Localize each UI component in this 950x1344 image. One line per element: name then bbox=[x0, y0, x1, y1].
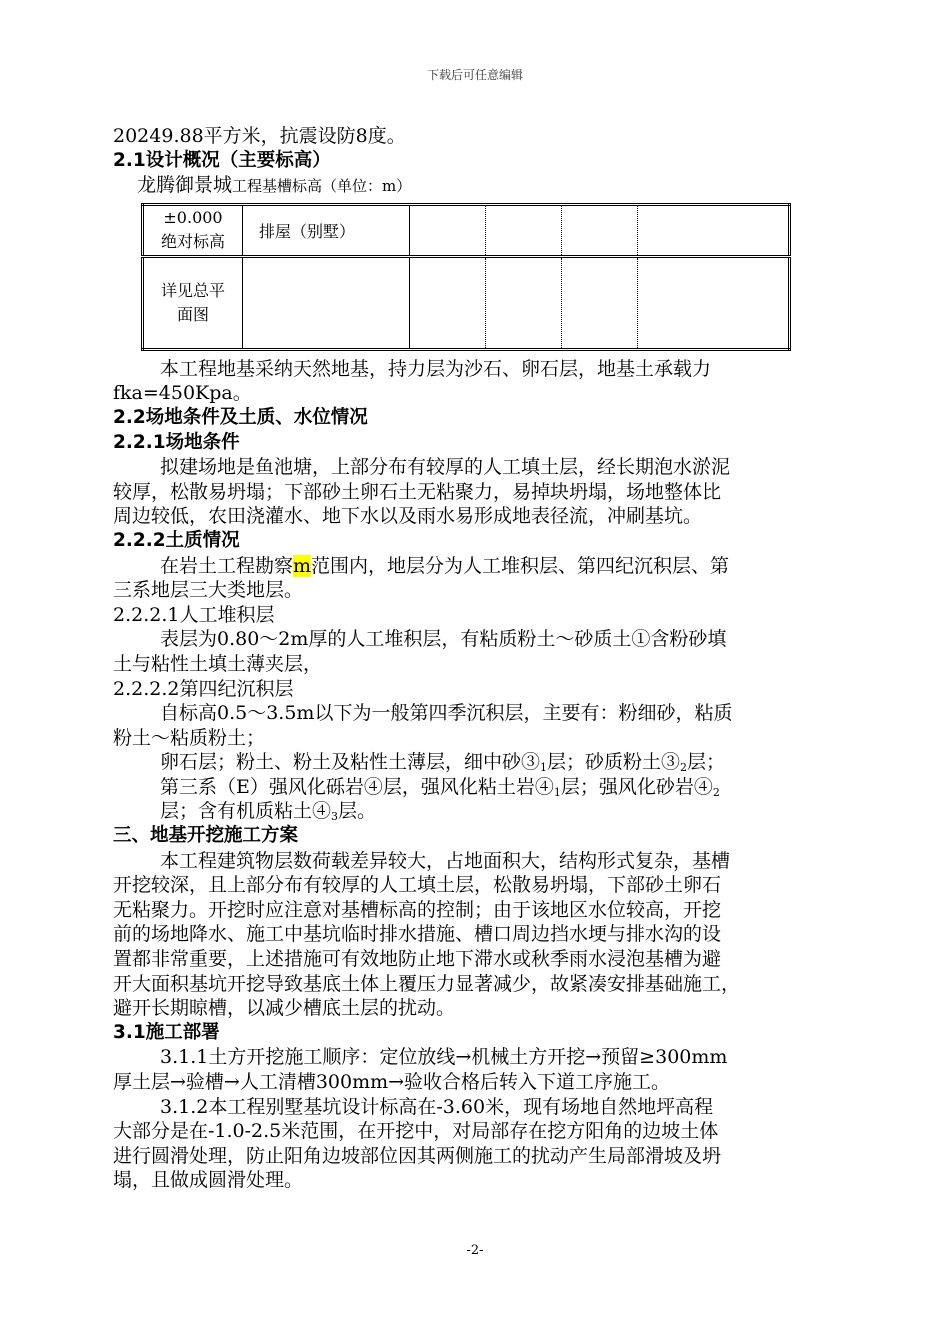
paragraph-line: 厚土层→验槽→人工清槽300mm→验收合格后转入下道工序施工。 bbox=[113, 1071, 671, 1093]
paragraph-line: 粉土～粘质粉土； bbox=[113, 726, 266, 749]
table-row bbox=[143, 204, 790, 256]
paragraph-line bbox=[113, 750, 843, 775]
table-row bbox=[143, 256, 790, 349]
paragraph-line: 周边较低，农田浇灌水、地下水以及雨水易形成地表径流，冲刷基坑。 bbox=[113, 505, 703, 528]
subsection-heading: 2.2.1场地条件 bbox=[113, 431, 240, 453]
subscript: 1 bbox=[553, 785, 561, 799]
table-caption-text: 工程基槽标高（单位：m） bbox=[232, 177, 412, 196]
document-body bbox=[113, 124, 843, 1193]
text-span: 层；含有机质粘土④ bbox=[160, 800, 332, 823]
paragraph-line: 本工程建筑物层数荷载差异较大，占地面积大，结构形式复杂，基槽 bbox=[160, 849, 731, 872]
chapter-heading: 三、地基开挖施工方案 bbox=[113, 825, 299, 847]
paragraph-line bbox=[113, 554, 843, 579]
paragraph-line: 避开长期晾槽，以减少槽底土层的扰动。 bbox=[113, 997, 456, 1020]
table-cell bbox=[143, 204, 243, 256]
paragraph-line: 拟建场地是鱼池塘，上部分布有较厚的人工填土层，经长期泡水淤泥 bbox=[160, 456, 731, 479]
page-header: 下载后可任意编辑 bbox=[426, 68, 523, 82]
paragraph-line: 本工程地基采纳天然地基，持力层为沙石、卵石层，地基土承载力 bbox=[160, 357, 712, 380]
project-name: 龙腾御景城 bbox=[137, 174, 233, 197]
paragraph-line: 无粘聚力。开挖时应注意对基槽标高的控制；由于该地区水位较高，开挖 bbox=[113, 898, 722, 921]
table-cell: 排屋（别墅） bbox=[243, 204, 410, 256]
text-span: 层；砂质粉土③ bbox=[547, 751, 681, 774]
text-span: 在岩土工程勘察 bbox=[160, 554, 294, 577]
highlighted-text: m bbox=[293, 554, 312, 577]
paragraph-line: 表层为0.80～2m厚的人工堆积层，有粘质粉土～砂质土①含粉砂填 bbox=[160, 628, 727, 651]
subsubsection-heading: 2.2.2.2第四纪沉积层 bbox=[113, 677, 294, 700]
subsubsection-heading: 2.2.2.1人工堆积层 bbox=[113, 603, 275, 626]
paragraph-line: 三系地层三大类地层。 bbox=[113, 579, 304, 602]
subscript: 2 bbox=[680, 761, 688, 775]
paragraph-line: 塌，且做成圆滑处理。 bbox=[113, 1169, 304, 1192]
paragraph-line bbox=[113, 799, 843, 824]
paragraph-line: 20249.88平方米，抗震设防8度。 bbox=[113, 125, 406, 147]
subsection-heading: 2.2.2土质情况 bbox=[113, 529, 240, 551]
text-span: 卵石层；粉土、粉土及粘性土薄层，细中砂③ bbox=[160, 751, 541, 774]
cell-text: 绝对标高 bbox=[160, 232, 225, 252]
paragraph-line: 开大面积基坑开挖导致基底土体上覆压力显著减少，故紧凑安排基础施工， bbox=[113, 972, 741, 995]
paragraph-line: 进行圆滑处理，防止阳角边坡部位因其两侧施工的扰动产生局部滑坡及坍 bbox=[113, 1144, 722, 1167]
table-cell bbox=[562, 204, 638, 256]
table-cell bbox=[410, 256, 486, 349]
page-number: -2- bbox=[466, 1243, 484, 1258]
subscript: 2 bbox=[712, 785, 720, 799]
cell-text: 详见总平 bbox=[160, 280, 225, 300]
paragraph-line: 3.1.2本工程别墅基坑设计标高在-3.60米，现有场地自然地坪高程 bbox=[160, 1095, 714, 1118]
subscript: 3 bbox=[331, 810, 339, 824]
table-cell bbox=[638, 204, 790, 256]
table-caption bbox=[113, 173, 843, 199]
table-cell bbox=[638, 256, 790, 349]
table-cell bbox=[486, 204, 562, 256]
paragraph-line: 开挖较深，且上部分布有较厚的人工填土层，松散易坍塌，下部砂土卵石 bbox=[113, 874, 722, 897]
paragraph-line: 3.1.1土方开挖施工顺序：定位放线→机械土方开挖→预留≥300mm bbox=[160, 1046, 728, 1069]
paragraph-line: 前的场地降水、施工中基坑临时排水措施、槽口周边挡水埂与排水沟的设 bbox=[113, 923, 722, 946]
text-span: 层。 bbox=[338, 800, 377, 823]
section-heading: 2.1设计概况（主要标高） bbox=[113, 149, 331, 171]
subscript: 1 bbox=[540, 761, 548, 775]
elevation-table bbox=[141, 203, 791, 351]
text-span: 第三系（E）强风化砾岩④层，强风化粘土岩④ bbox=[160, 775, 554, 798]
table-cell bbox=[486, 256, 562, 349]
table-cell bbox=[562, 256, 638, 349]
section-heading: 2.2场地条件及土质、水位情况 bbox=[113, 406, 368, 428]
cell-text: 面图 bbox=[176, 304, 209, 324]
paragraph-line bbox=[113, 775, 843, 800]
table-cell bbox=[410, 204, 486, 256]
section-heading: 3.1施工部署 bbox=[113, 1021, 220, 1043]
paragraph-line: 土与粘性土填土薄夹层， bbox=[113, 652, 323, 675]
table-cell bbox=[143, 256, 243, 349]
text-span: 范围内，地层分为人工堆积层、第四纪沉积层、第 bbox=[311, 554, 730, 577]
text-span: 层； bbox=[687, 751, 726, 774]
paragraph-line: 自标高0.5～3.5m以下为一般第四季沉积层，主要有：粉细砂，粘质 bbox=[160, 702, 733, 725]
text-span: 层；强风化砂岩④ bbox=[560, 775, 713, 798]
cell-text: ±0.000 bbox=[163, 208, 223, 228]
paragraph-line: 大部分是在-1.0-2.5米范围，在开挖中，对局部存在挖方阳角的边坡土体 bbox=[113, 1120, 719, 1143]
paragraph-line: 较厚，松散易坍塌；下部砂土卵石土无粘聚力，易掉块坍塌，场地整体比 bbox=[113, 480, 722, 503]
paragraph-line: fka=450Kpa。 bbox=[113, 382, 252, 405]
table-cell bbox=[243, 256, 410, 349]
paragraph-line: 置都非常重要，上述措施可有效地防止地下滞水或秋季雨水浸泡基槽为避 bbox=[113, 948, 722, 971]
